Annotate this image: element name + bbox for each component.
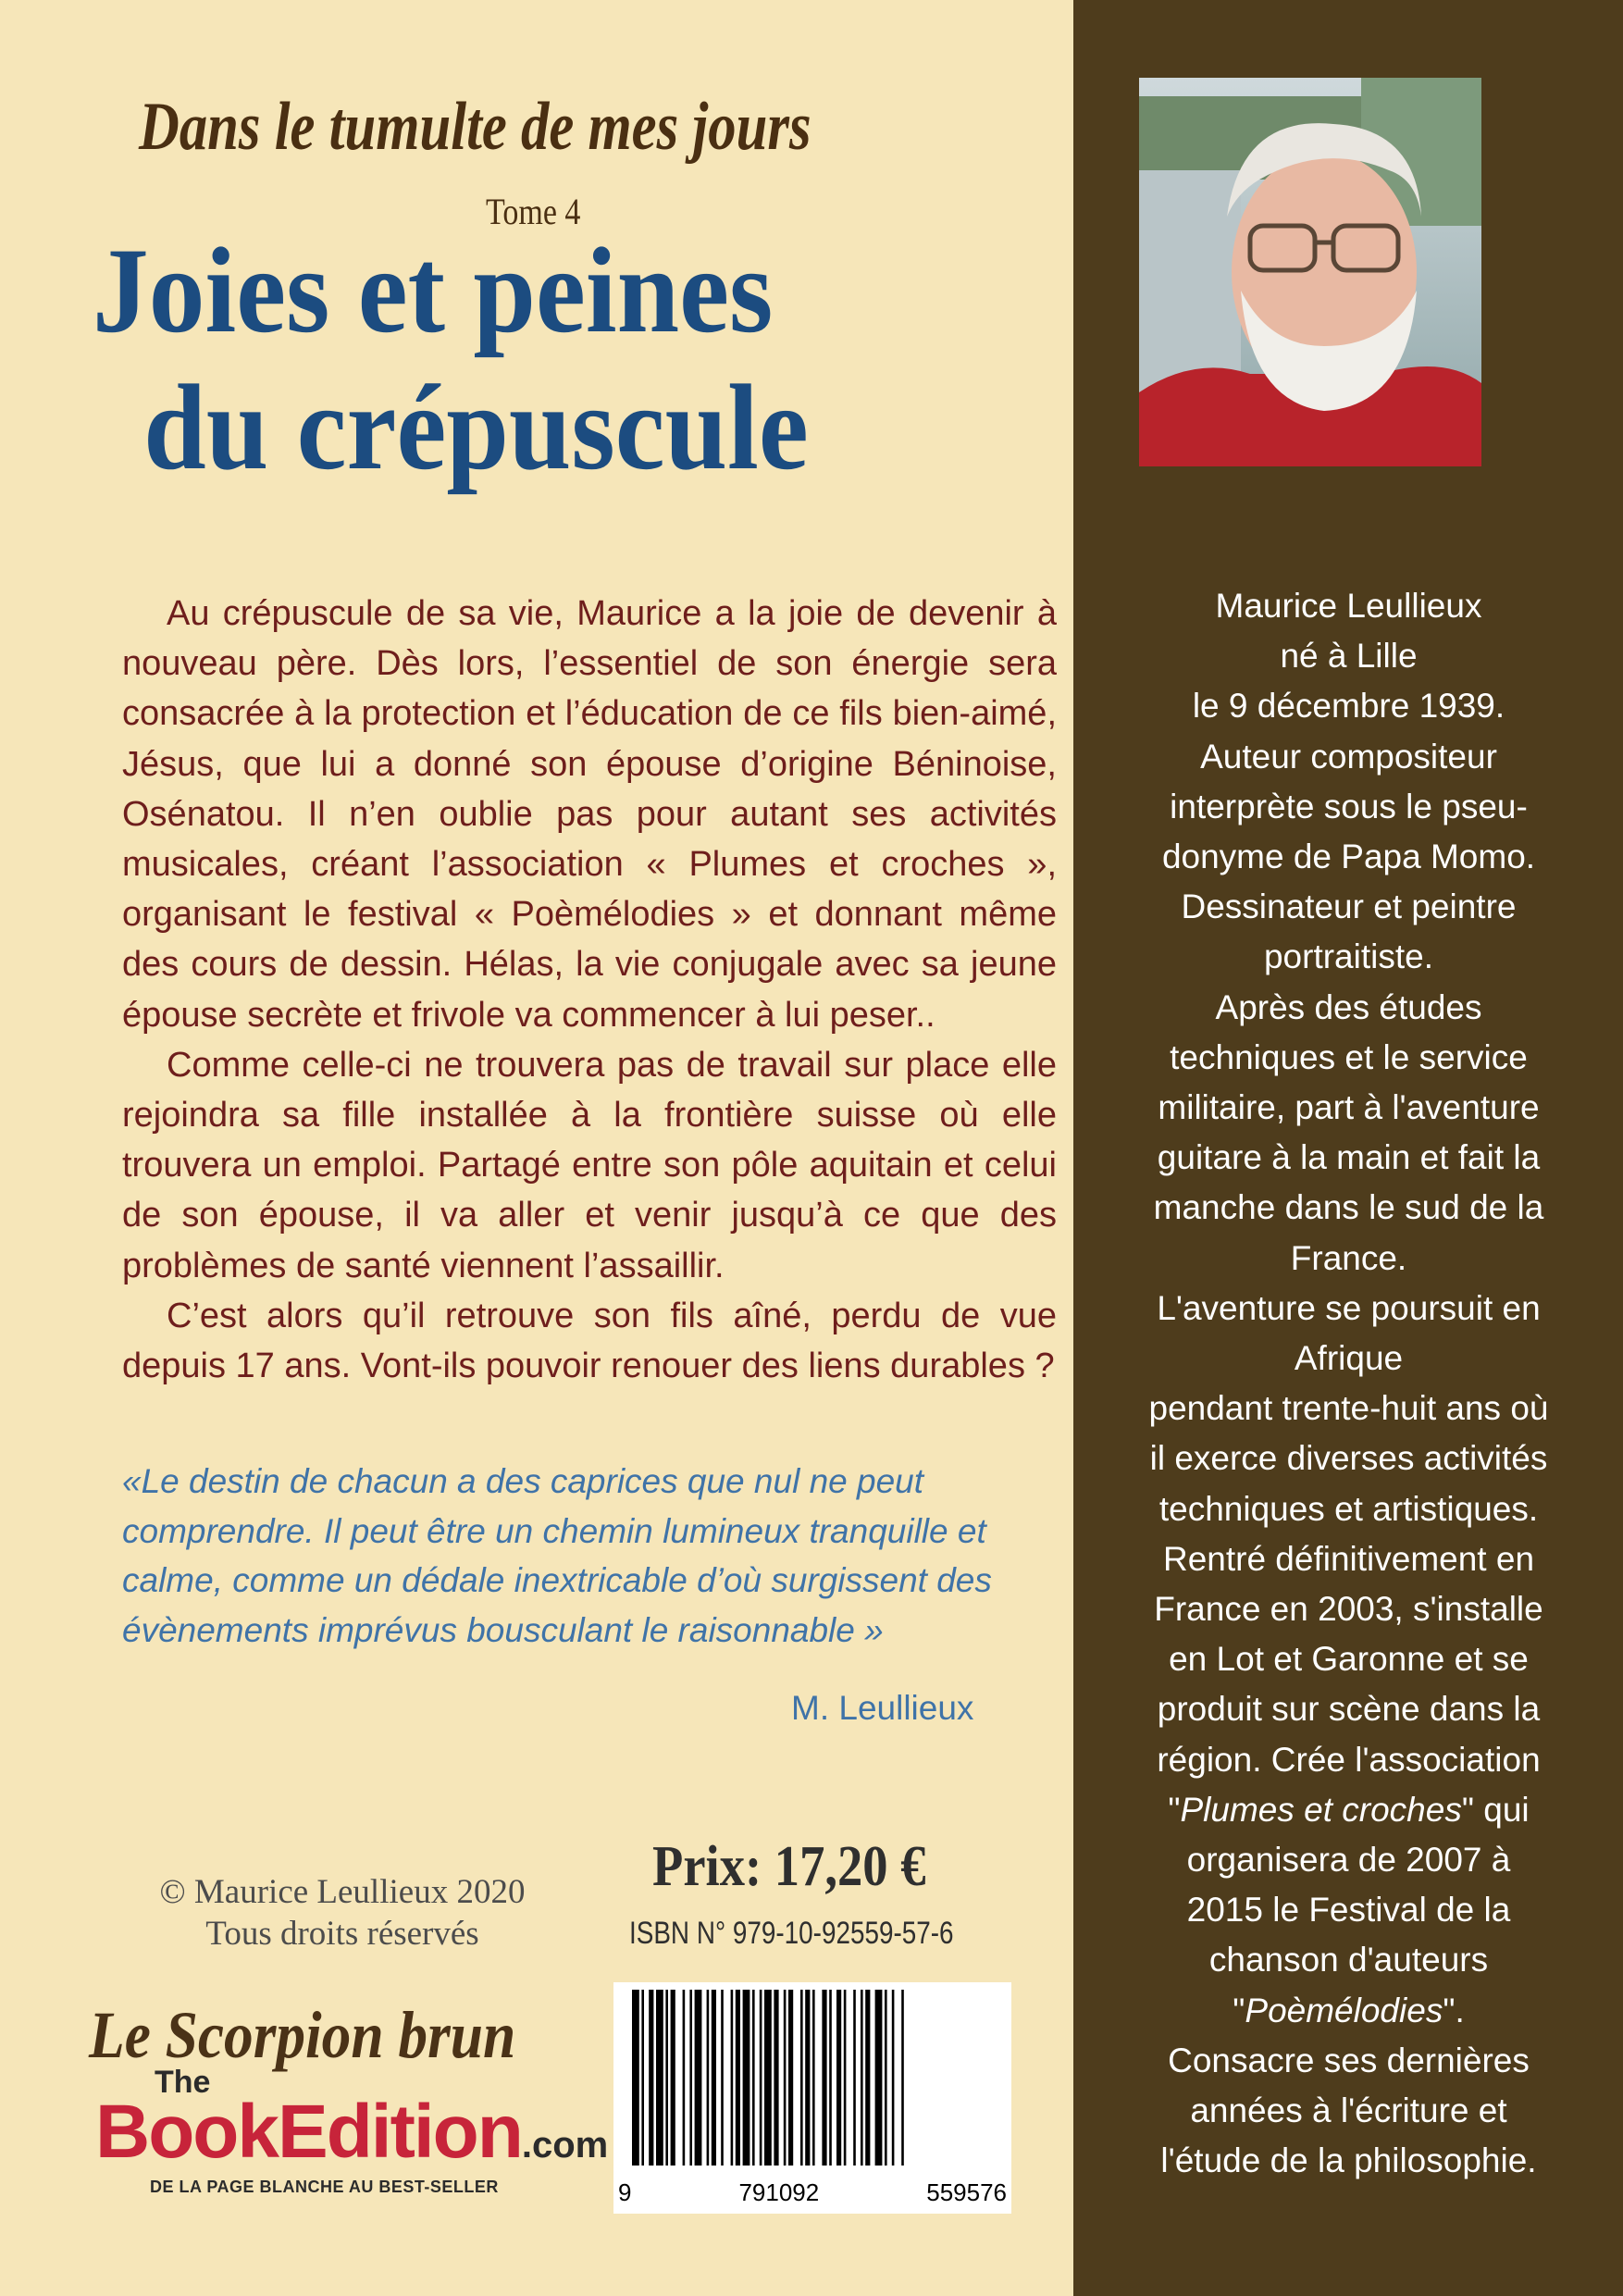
bio-line: pendant trente-huit ans où [1148, 1389, 1549, 1428]
bio-line: France. [1290, 1238, 1407, 1277]
summary-paragraph: Comme celle-ci ne trouvera pas de travail sur place elle rejoindra sa fille installée à la frontière suisse où elle trouvera un emploi. Partagé entre son pôle aquitain et celui de son épouse, il va aller et venir jusqu’à ce que des problèmes de santé viennent l’assaillir. [122, 1045, 1057, 1285]
barcode-bar [671, 1990, 675, 2166]
bio-line: Consacre ses dernières [1168, 2041, 1530, 2079]
bio-line: chanson d'auteurs [1208, 1941, 1489, 1980]
barcode-digits [618, 2178, 1007, 2207]
book-summary [122, 589, 1057, 1391]
bookedition-logo [95, 2090, 609, 2184]
barcode-bar [788, 1990, 793, 2166]
bio-line: "Plumes et croches" qui [1168, 1790, 1530, 1829]
bio-line: 2015 le Festival de la [1186, 1891, 1511, 1930]
book-title-line-2: du crépuscule [143, 359, 809, 495]
barcode-bar [844, 1990, 847, 2166]
author-photo [1139, 78, 1481, 466]
bio-line: en Lot et Garonne et se [1169, 1640, 1529, 1679]
isbn-label: ISBN N° 979-10-92559-57-6 [629, 1916, 954, 1951]
rights-line: Tous droits réservés [205, 1915, 479, 1953]
book-title [93, 222, 944, 496]
barcode-bar [853, 1990, 856, 2166]
bio-line: guitare à la main et fait la [1157, 1138, 1541, 1177]
bio-line: produit sur scène dans la [1157, 1690, 1541, 1729]
bookedition-logo-the: The [155, 2065, 211, 2100]
bio-line: né à Lille [1280, 637, 1418, 676]
bio-line: Après des études [1215, 987, 1482, 1026]
bio-line: donyme de Papa Momo. [1161, 838, 1536, 876]
barcode-bar [731, 1990, 734, 2166]
bookedition-logo-domain: .com [521, 2125, 609, 2166]
barcode-bar [736, 1990, 740, 2166]
publisher-logo: Le Scorpion brun [89, 1998, 516, 2072]
author-biography [1096, 581, 1601, 2187]
barcode-bar [721, 1990, 724, 2166]
barcode-digit-group: 9 [618, 2178, 632, 2206]
book-title-line-1: Joies et peines [93, 222, 774, 358]
bio-line: "Poèmélodies". [1233, 1991, 1465, 2029]
barcode-bar [683, 1990, 686, 2166]
barcode-bar [760, 1990, 762, 2166]
bio-line: années à l'écriture et [1190, 2091, 1507, 2130]
barcode-bar [784, 1990, 787, 2166]
barcode-bar [829, 1990, 832, 2166]
copyright-notice [130, 1871, 555, 1955]
summary-paragraph: Au crépuscule de sa vie, Maurice a la joie de devenir à nouveau père. Dès lors, l’essentiel de son énergie sera consacrée à la protection et l’éducation de ce fils bien-aimé, Jésus, que lui a donné son épouse d’origine Béninoise, Osénatou. Il n’en oublie pas pour autant ses activités musicales, créant l’association « Plumes et croches », organisant le festival « Poèmélodies » et donnant même des cours de dessin. Hélas, la vie conjugale avec sa jeune épouse secrète et frivole va commencer à lui peser.. [122, 594, 1057, 1035]
barcode-bar [861, 1990, 863, 2166]
barcode-bar [641, 1990, 644, 2166]
tome-label: Tome 4 [486, 191, 581, 232]
barcode-bar [649, 1990, 653, 2166]
bio-line: techniques et artistiques. [1158, 1489, 1539, 1528]
barcode-bar [743, 1990, 750, 2166]
barcode-bar [885, 1990, 887, 2166]
barcode-bar [632, 1990, 639, 2166]
bio-line: Afrique [1294, 1339, 1404, 1378]
barcode-bar [901, 1990, 904, 2166]
bio-line: il exerce diverses activités [1149, 1439, 1548, 1478]
bio-line: interprète sous le pseu- [1170, 787, 1528, 825]
barcode-bar [764, 1990, 772, 2166]
barcode-digit-group: 559576 [926, 2178, 1007, 2206]
author-portrait-image [1139, 78, 1481, 466]
copyright-line: © Maurice Leullieux 2020 [159, 1873, 526, 1911]
bio-line: Maurice Leullieux [1215, 587, 1482, 625]
barcode-bar [822, 1990, 826, 2166]
barcode-bar [800, 1990, 803, 2166]
price-label: Prix: 17,20 € [652, 1835, 926, 1898]
quote-author: M. Leullieux [791, 1689, 974, 1727]
barcode-bar [752, 1990, 755, 2166]
barcode-digit-group: 791092 [738, 2178, 820, 2206]
summary-paragraph: C’est alors qu’il retrouve son fils aîné, perdu de vue depuis 17 ans. Vont-ils pouvoir renouer des liens durables ? [122, 1296, 1057, 1386]
quote-text: «Le destin de chacun a des caprices que nul ne peut comprendre. Il peut être un chemin lumineux tranquille et calme, comme un dédale inextricable d’où surgissent des évènements imprévus bousculant le raisonnable » [122, 1462, 992, 1649]
barcode-bar [805, 1990, 810, 2166]
bio-line: organisera de 2007 à [1186, 1841, 1511, 1880]
barcode-bar [892, 1990, 895, 2166]
bio-line: portraitiste. [1263, 937, 1433, 976]
barcode-bars [613, 1982, 1011, 2177]
barcode-bar [707, 1990, 710, 2166]
bio-line: Auteur compositeur [1200, 737, 1497, 776]
bookedition-logo-name: BookEdition [95, 2090, 522, 2174]
bio-line: Rentré définitivement en [1162, 1539, 1535, 1578]
bookedition-tagline: DE LA PAGE BLANCHE AU BEST-SELLER [150, 2178, 499, 2196]
barcode-bar [812, 1990, 815, 2166]
bio-line: France en 2003, s'installe [1154, 1590, 1543, 1629]
barcode-bar [712, 1990, 716, 2166]
barcode-bar [865, 1990, 870, 2166]
series-title: Dans le tumulte de mes jours [139, 89, 812, 165]
bio-line: militaire, part à l'aventure [1158, 1088, 1540, 1127]
barcode-bar [656, 1990, 663, 2166]
barcode-bar [689, 1990, 692, 2166]
bio-line: le 9 décembre 1939. [1192, 687, 1505, 726]
bio-line: techniques et le service [1170, 1037, 1528, 1076]
bio-line: région. Crée l'association [1157, 1740, 1541, 1779]
bio-line: manche dans le sud de la [1153, 1188, 1544, 1227]
barcode-bar [875, 1990, 883, 2166]
barcode-bar [836, 1990, 841, 2166]
bio-line: L'aventure se poursuit en [1157, 1288, 1541, 1327]
bio-line: Dessinateur et peintre [1181, 887, 1517, 926]
bio-line: l'étude de la philosophie. [1160, 2141, 1537, 2180]
barcode-bar [695, 1990, 702, 2166]
barcode-bar [665, 1990, 668, 2166]
barcode-bar [774, 1990, 778, 2166]
